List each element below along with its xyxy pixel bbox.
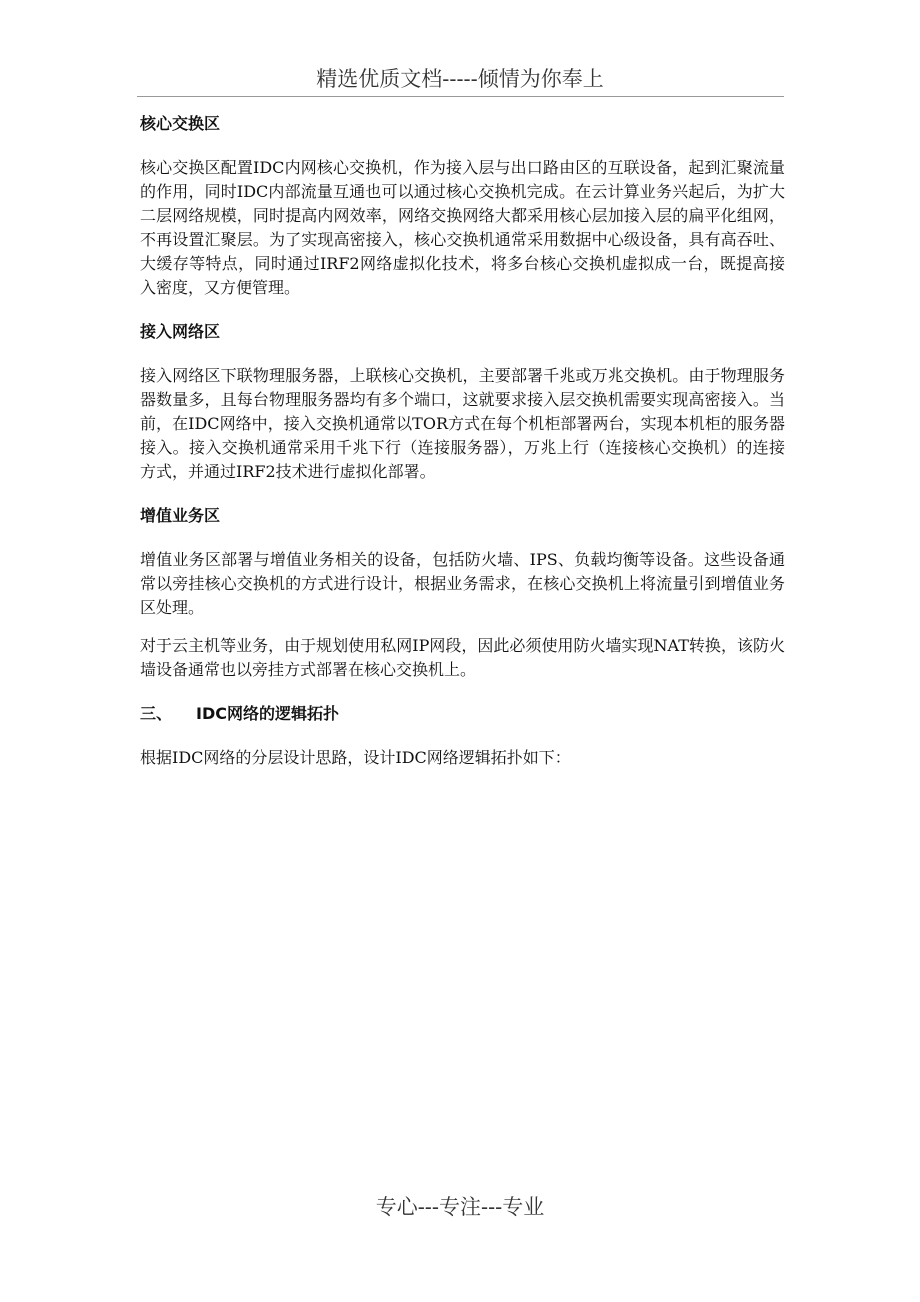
document-body [140,110,785,788]
section-heading-logical-topology [140,700,785,728]
paragraph-core-switch: 核心交换区配置IDC内网核心交换机，作为接入层与出口路由区的互联设备，起到汇聚流量的作用，同时IDC内部流量互通也可以通过核心交换机完成。在云计算业务兴起后，为扩大二层网络规模，同时提高内网效率，网络交换网络大都采用核心层加接入层的扁平化组网，不再设置汇聚层。为了实现高密接入，核心交换机通常采用数据中心级设备，具有高吞吐、大缓存等特点，同时通过IRF2网络虚拟化技术，将多台核心交换机虚拟成一台，既提高接入密度，又方便管理。 [140,158,785,297]
section-heading-core-switch: 核心交换区 [140,114,221,133]
paragraph-value-added-devices: 增值业务区部署与增值业务相关的设备，包括防火墙、IPS、负载均衡等设备。这些设备通常以旁挂核心交换机的方式进行设计，根据业务需求，在核心交换机上将流量引到增值业务区处理。 [140,550,785,617]
section-number: 三、 [140,704,173,723]
section-heading-access-network: 接入网络区 [140,322,221,341]
header-divider [137,96,784,97]
page-header: 精选优质文档-----倾情为你奉上 [316,67,604,91]
section-title: IDC网络的逻辑拓扑 [196,704,339,723]
section-heading-value-added: 增值业务区 [140,506,221,525]
paragraph-value-added-nat: 对于云主机等业务，由于规划使用私网IP网段，因此必须使用防火墙实现NAT转换，该防火墙设备通常也以旁挂方式部署在核心交换机上。 [140,636,785,679]
paragraph-logical-topology: 根据IDC网络的分层设计思路，设计IDC网络逻辑拓扑如下： [140,748,571,767]
page-footer: 专心---专注---专业 [375,1195,545,1219]
paragraph-access-network: 接入网络区下联物理服务器，上联核心交换机，主要部署千兆或万兆交换机。由于物理服务器数量多，且每台物理服务器均有多个端口，这就要求接入层交换机需要实现高密接入。当前，在IDC网络中，接入交换机通常以TOR方式在每个机柜部署两台，实现本机柜的服务器接入。接入交换机通常采用千兆下行（连接服务器），万兆上行（连接核心交换机）的连接方式，并通过IRF2技术进行虚拟化部署。 [140,366,785,481]
